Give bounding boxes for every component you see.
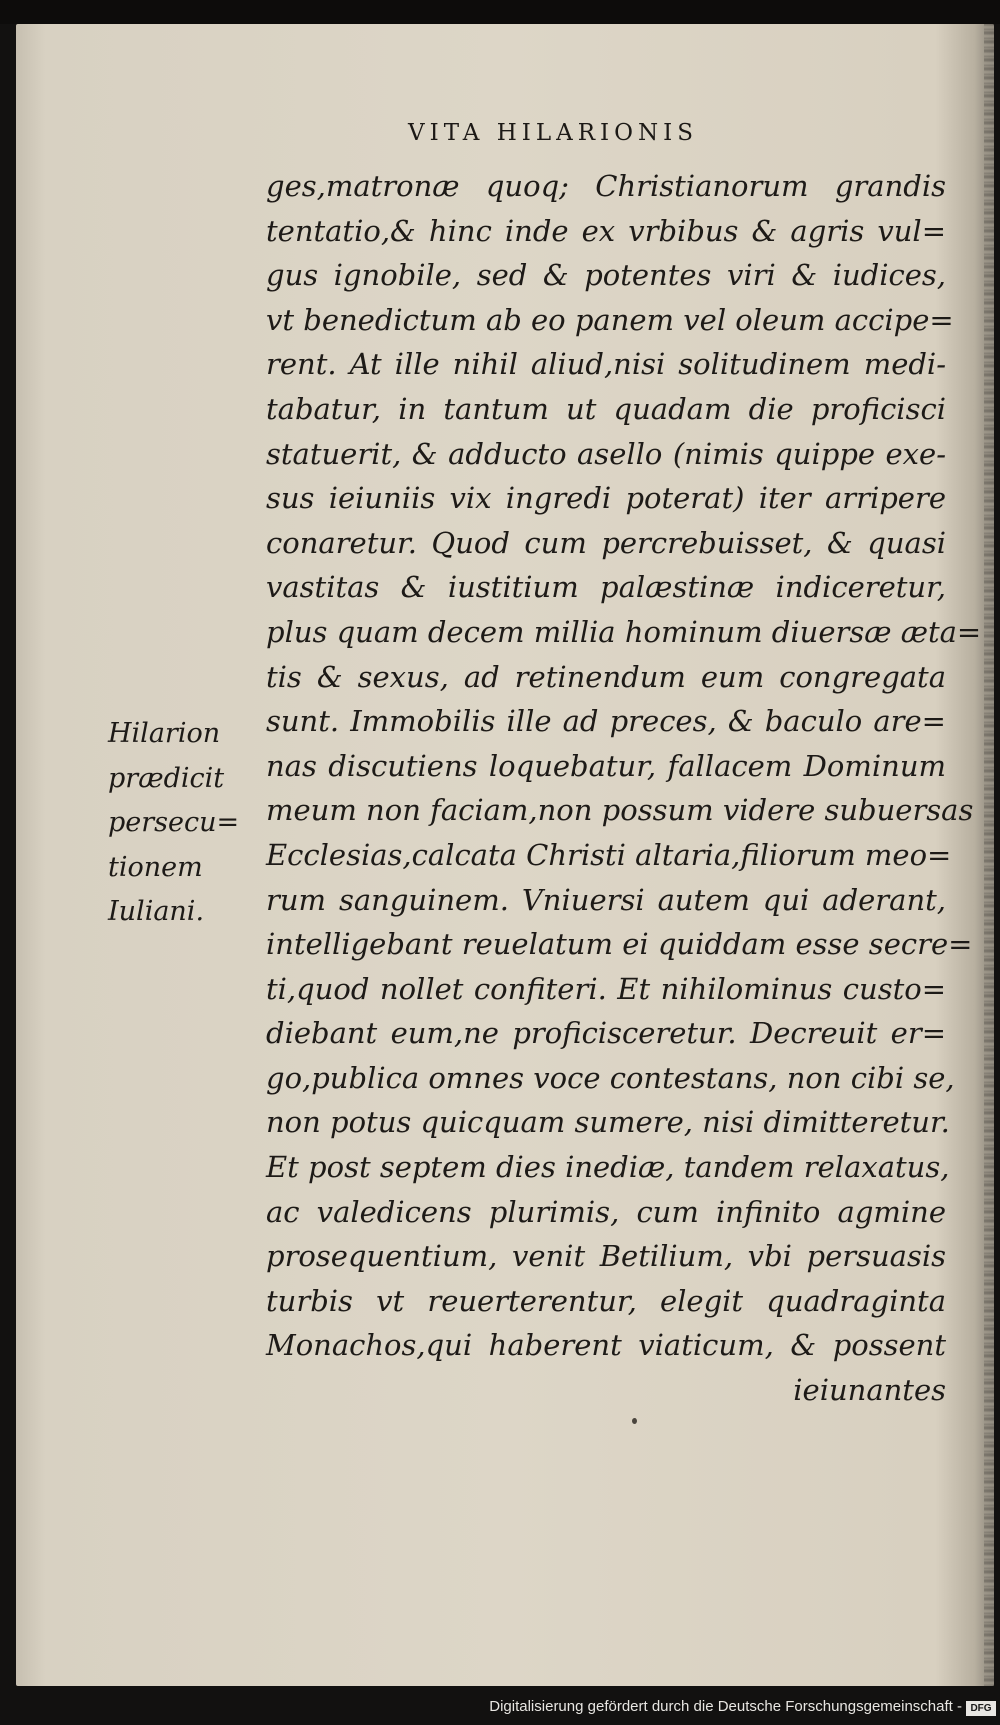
text-line: sus ieiuniis vix ingredi poterat) iter arripere (266, 481, 946, 516)
text-line: nas discutiens loquebatur, fallacem Dominum (266, 748, 946, 783)
marginal-note-line: prædicit (108, 762, 225, 794)
text-line: Monachos,qui haberent viaticum, & possent (266, 1328, 946, 1363)
marginal-note (108, 712, 258, 935)
text-line: gus ignobile, sed & potentes viri & iudices, (266, 258, 946, 293)
text-line: turbis vt reuerterentur, elegit quadraginta (266, 1283, 946, 1318)
text-line: vt benedictum ab eo panem vel oleum accipe= (266, 302, 954, 337)
text-line: prosequentium, venit Betilium, vbi persuasis (266, 1239, 946, 1274)
text-line: statuerit, & adducto asello (nimis quippe exe- (266, 436, 946, 471)
text-line: sunt. Immobilis ille ad preces, & baculo are= (266, 704, 946, 739)
text-line: tis & sexus, ad retinendum eum congregata (266, 659, 946, 694)
text-line: ti,quod nollet confiteri. Et nihilominus custo= (266, 971, 946, 1006)
text-line: rent. At ille nihil aliud,nisi solitudinem medi- (266, 347, 946, 382)
page-edge-shadow (984, 24, 994, 1686)
body-text (266, 164, 982, 1413)
running-head: VITA HILARIONIS (408, 120, 698, 146)
text-line: conaretur. Quod cum percrebuisset, & quasi (266, 525, 946, 560)
marginal-note-line: Hilarion (108, 718, 221, 749)
marginal-note-line: Iuliani. (108, 896, 205, 928)
text-line: diebant eum,ne proficisceretur. Decreuit er= (266, 1016, 946, 1051)
text-line: go,publica omnes voce contestans, non cibi se, (266, 1060, 955, 1095)
text-line: rum sanguinem. Vniuersi autem qui aderant, (266, 882, 946, 917)
marginal-note-line: persecu= (108, 807, 240, 839)
text-line: tentatio,& hinc inde ex vrbibus & agris vul= (266, 213, 946, 248)
catchword: ieiunantes (793, 1373, 946, 1408)
text-line: tabatur, in tantum ut quadam die proficisci (266, 391, 946, 426)
marginal-note-line: tionem (108, 851, 203, 883)
dfg-logo: DFG (966, 1701, 996, 1716)
text-line: vastitas & iustitium palæstinæ indiceretur, (266, 570, 946, 605)
text-line: intelligebant reuelatum ei quiddam esse secre= (266, 927, 973, 962)
digitization-credit: Digitalisierung gefördert durch die Deutsche Forschungsgemeinschaft - (489, 1698, 962, 1715)
text-line: ges,matronæ quoq; Christianorum grandis (266, 169, 946, 203)
text-line: ac valedicens plurimis, cum infinito agmine (266, 1194, 946, 1229)
text-line: Ecclesias,calcata Christi altaria,filiorum meo= (266, 837, 952, 872)
top-border (0, 0, 1000, 24)
text-line: plus quam decem millia hominum diuersæ æta= (266, 614, 982, 649)
text-line: meum non faciam,non possum videre subuersas (266, 793, 974, 828)
ink-speck (632, 1418, 637, 1424)
text-line: non potus quicquam sumere, nisi dimitteretur. (266, 1105, 950, 1140)
text-line: Et post septem dies inediæ, tandem relaxatus, (266, 1150, 950, 1185)
